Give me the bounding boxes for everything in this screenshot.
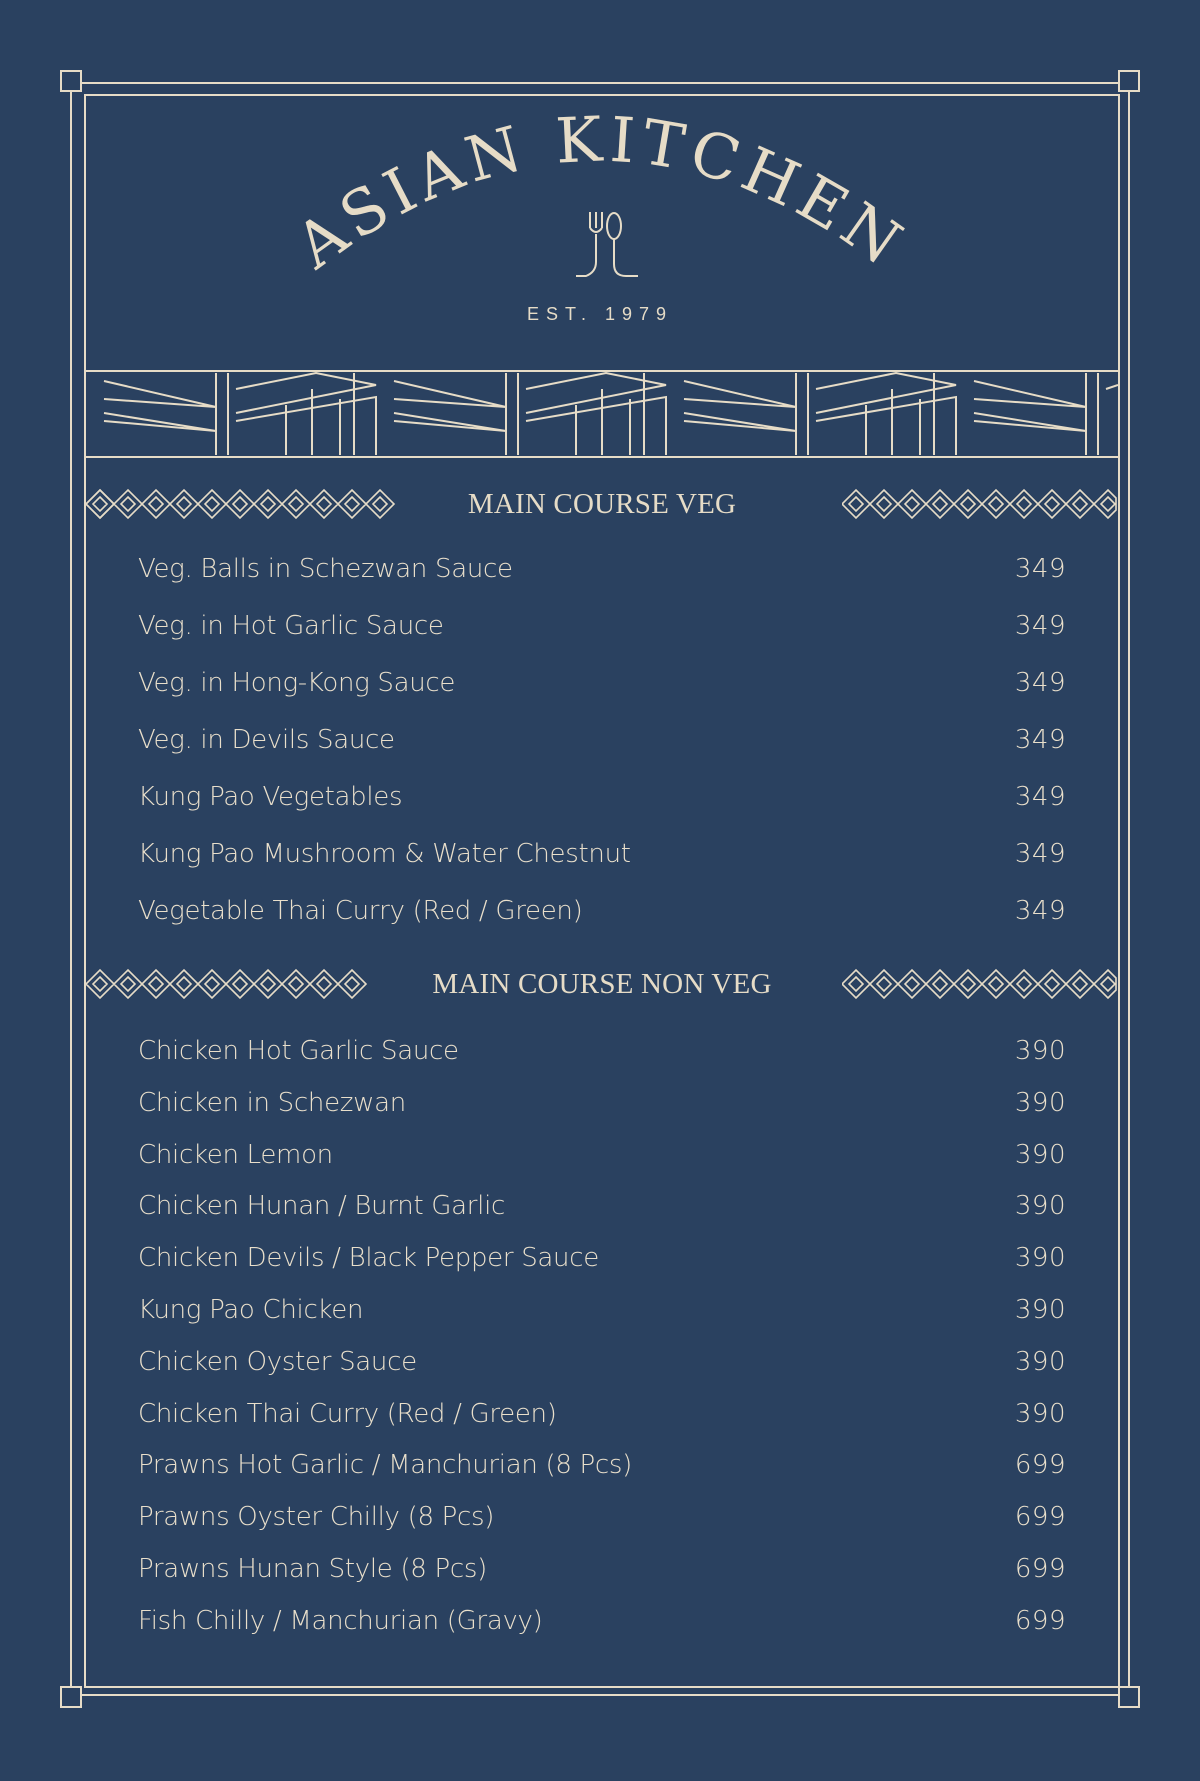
item-name: Veg. in Hot Garlic Sauce	[138, 611, 444, 641]
menu-item	[138, 1295, 1066, 1347]
menu-item	[138, 1191, 1066, 1243]
item-price: 390	[1014, 1346, 1066, 1377]
menu-item	[138, 1036, 1066, 1088]
item-price: 349	[1014, 554, 1066, 584]
item-name: Prawns Hot Garlic / Manchurian (8 Pcs)	[138, 1450, 633, 1481]
item-price: 699	[1014, 1553, 1066, 1584]
section-title-veg: MAIN COURSE VEG	[467, 488, 737, 520]
fork-spoon-icon	[570, 210, 640, 285]
menu-item	[138, 1606, 1066, 1658]
item-name: Chicken Hunan / Burnt Garlic	[138, 1191, 506, 1222]
brand-title	[0, 0, 1200, 340]
item-price: 349	[1014, 839, 1066, 869]
item-name: Veg. in Devils Sauce	[138, 725, 395, 755]
menu-list-veg	[138, 554, 1066, 953]
corner-ornament-br	[1118, 1686, 1140, 1708]
item-name: Chicken Hot Garlic Sauce	[138, 1036, 459, 1066]
menu-item	[138, 1450, 1066, 1502]
menu-item	[138, 554, 1066, 611]
item-price: 390	[1014, 1139, 1066, 1170]
established-year: EST. 1979	[526, 304, 674, 324]
item-name: Kung Pao Chicken	[138, 1294, 364, 1325]
item-price: 699	[1014, 1450, 1066, 1481]
menu-list-nonveg	[138, 1036, 1066, 1658]
section-title-nonveg: MAIN COURSE NON VEG	[432, 968, 772, 1000]
item-price: 390	[1014, 1191, 1066, 1222]
menu-item	[138, 725, 1066, 782]
menu-item	[138, 1088, 1066, 1140]
lattice-divider	[86, 369, 1118, 459]
menu-item	[138, 1502, 1066, 1554]
item-price: 390	[1014, 1087, 1066, 1118]
diamond-ornament-right	[842, 484, 1118, 524]
item-price: 349	[1014, 611, 1066, 641]
corner-ornament-bl	[60, 1686, 82, 1708]
menu-item	[138, 611, 1066, 668]
menu-item	[138, 668, 1066, 725]
brand-name: ASIAN KITCHEN	[282, 102, 920, 283]
item-name: Kung Pao Vegetables	[138, 782, 403, 812]
item-name: Vegetable Thai Curry (Red / Green)	[138, 896, 583, 926]
item-price: 390	[1014, 1398, 1066, 1429]
item-price: 390	[1014, 1243, 1066, 1274]
item-name: Fish Chilly / Manchurian (Gravy)	[138, 1605, 543, 1636]
item-name: Chicken Lemon	[138, 1139, 333, 1170]
item-price: 699	[1014, 1605, 1066, 1636]
item-name: Veg. in Hong-Kong Sauce	[138, 668, 456, 698]
section-header-nonveg	[86, 964, 1118, 1004]
menu-item	[138, 1243, 1066, 1295]
menu-item	[138, 1554, 1066, 1606]
item-price: 349	[1014, 668, 1066, 698]
item-name: Prawns Oyster Chilly (8 Pcs)	[138, 1502, 495, 1533]
menu-item	[138, 1140, 1066, 1192]
menu-item	[138, 839, 1066, 896]
item-name: Prawns Hunan Style (8 Pcs)	[138, 1553, 487, 1584]
item-price: 390	[1014, 1294, 1066, 1325]
menu-item	[138, 1347, 1066, 1399]
section-header-veg	[86, 484, 1118, 524]
item-name: Chicken Oyster Sauce	[138, 1346, 417, 1377]
item-price: 349	[1014, 896, 1066, 926]
item-name: Veg. Balls in Schezwan Sauce	[138, 554, 513, 584]
item-name: Kung Pao Mushroom & Water Chestnut	[138, 839, 631, 869]
item-price: 390	[1014, 1036, 1066, 1066]
item-price: 349	[1014, 725, 1066, 755]
diamond-ornament-right	[842, 964, 1118, 1004]
item-price: 699	[1014, 1502, 1066, 1533]
item-name: Chicken Thai Curry (Red / Green)	[138, 1398, 557, 1429]
menu-item	[138, 782, 1066, 839]
menu-item	[138, 1399, 1066, 1451]
menu-item	[138, 896, 1066, 953]
item-price: 349	[1014, 782, 1066, 812]
item-name: Chicken in Schezwan	[138, 1087, 406, 1118]
item-name: Chicken Devils / Black Pepper Sauce	[138, 1243, 599, 1274]
